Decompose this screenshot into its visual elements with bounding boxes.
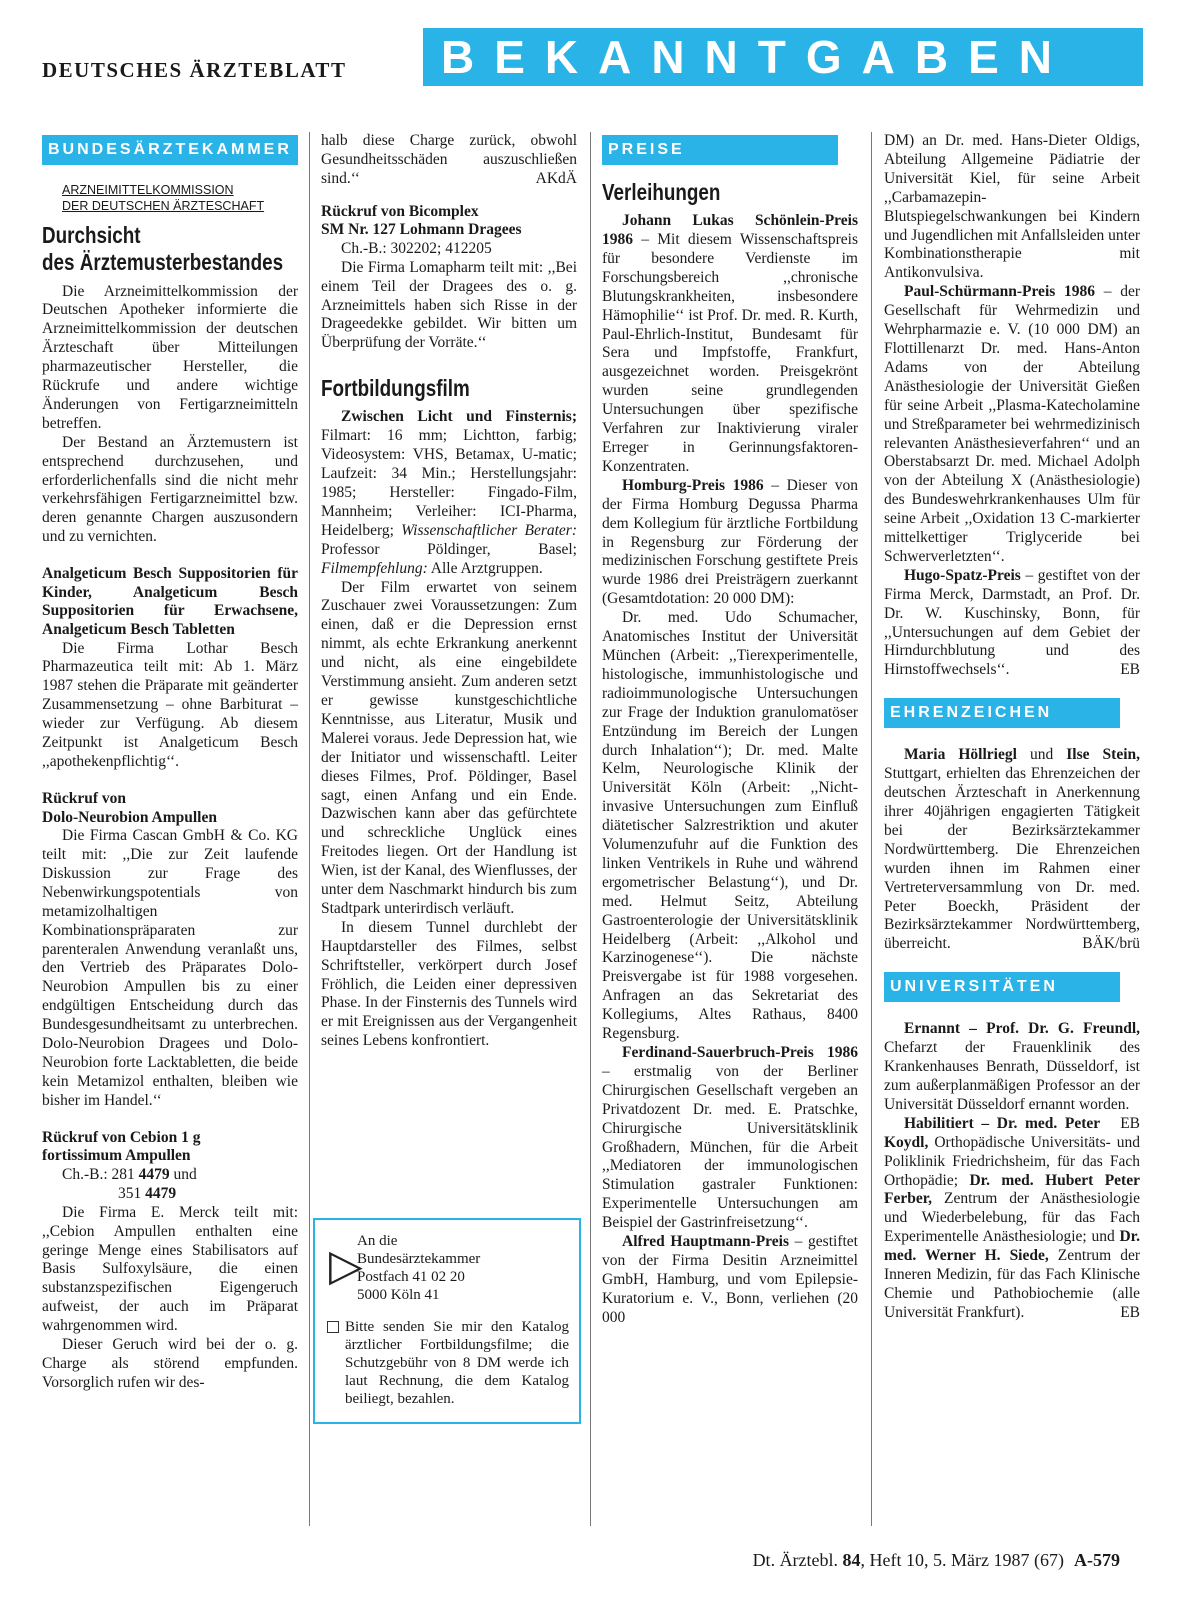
checkbox-icon[interactable] <box>327 1321 339 1333</box>
column-4 <box>884 132 1140 1323</box>
order-coupon[interactable] <box>313 1218 581 1424</box>
headline: Durchsicht <box>42 222 141 249</box>
kicker: ARZNEIMITTELKOMMISSION <box>62 183 234 197</box>
batch-numbers: Ch.-B.: 281 4479 und 351 4479 <box>62 1165 197 1202</box>
signature: BÄK/brü <box>1082 935 1140 953</box>
paragraph: Dr. med. Udo Schumacher, Anatomisches Institut der Universität München (Arbeit: ,,Tierexperimentelle, histologische, immunhistologische und radioimmunologische Untersuchungen zur Frage der Induktion granulomatöser Entzündung im Bereich der Lungen durch Inhalation‘‘); Dr. med. Malte Kelm, Neurologische Klinik der Universität Köln (Arbeit: ,,Nicht-invasive Untersuchungen zum Einfluß diätetischer Salzrestriktion und akuter Volumenzufuhr auf die Funktion des linken Ventrikels in Ruhe und während ergometrischer Belastung‘‘), und Dr. med. Helmut Seitz, Abteilung Gastroenterologie der Universitätsklinik Heidelberg (Arbeit: ,,Alkohol und Karzinogenese‘‘). Die nächste Preisvergabe ist für 1988 vorgesehen. Anfragen an das Sekretariat des Kollegiums, Altes Rathaus, 8400 Regensburg. <box>602 609 858 1043</box>
paragraph: Hugo-Spatz-Preis – gestiftet von der Firma Merck, Darmstadt, an Prof. Dr. Dr. W. Kuschinsky, Bonn, für ,,Untersuchungen auf dem Gebiet der Hirndurchblutung und des Hirnstoffwechsels‘‘. EB <box>884 566 1140 679</box>
column-2 <box>321 132 577 1051</box>
section-band-universitaeten: UNIVERSITÄTEN <box>884 972 1120 1002</box>
masthead-journal: DEUTSCHES ÄRZTEBLATT <box>42 58 347 82</box>
coupon-address: An die Bundesärztekammer Postfach 41 02 20 5000 Köln 41 <box>357 1233 481 1303</box>
paragraph: Die Firma Lomapharm teilt mit: ,,Bei einem Teil der Dragees des o. g. Arzneimittels haben sich Risse in der Drageedekke gebildet. Wir bitten um Überprüfung der Vorräte.‘‘ <box>321 258 577 352</box>
triangle-pointer-icon: ▷ <box>329 1241 363 1290</box>
section-band-ehrenzeichen: EHRENZEICHEN <box>884 698 1120 728</box>
signature: EB <box>1120 661 1140 679</box>
paragraph: Der Film erwartet von seinem Zuschauer zwei Voraussetzungen: Zum einen, daß er die Depression ernst nimmt, als echte Erkrankung anerkennt und nicht, als eine eingebildete Verstimmung ansieht. Zum anderen setzt er gewisse kunstgeschichtliche Kenntnisse, aus Literatur, Musik und Malerei voraus. Jede Depression hat, wie der Initiator und wissenschaftl. Leiter dieses Filmes, Prof. Pöldinger, Basel sagt, einen Anfang und ein Ende. Dazwischen kann aber das gefürchtete und schreckliche Unglück eines Freitodes liegen. Ort der Handlung ist Wien, ist der Kanal, des Wienflusses, der unter dem Naschmarkt hindurch bis zum Stadtpark unterirdisch verläuft. <box>321 578 577 917</box>
paragraph: Die Firma Lothar Besch Pharmazeutica teilt mit: Ab 1. März 1987 stehen die Präparate mit geänderter Zusammensetzung – ohne Barbiturat – wieder zur Verfügung. Ab diesem Zeitpunkt ist Analgeticum Besch ,,apothekenpflichtig‘‘. <box>42 639 298 770</box>
column-rule <box>871 132 872 1526</box>
paragraph: DM) an Dr. med. Hans-Dieter Oldigs, Abteilung Allgemeine Pädiatrie der Universität Kiel, für seine Arbeit ,,Carbamazepin-Blutspiegelschwankungen bei Kindern und Jugendlichen mit Anfallsleiden unter Kombinationstherapie mit Antikonvulsiva. <box>884 132 1140 282</box>
page-number: A-579 <box>1074 1550 1120 1570</box>
signature: EB <box>1120 1303 1140 1321</box>
signature: EB <box>1120 1114 1140 1132</box>
paragraph: Die Firma Cascan GmbH & Co. KG teilt mit: ,,Die zur Zeit laufende Diskussion zur Frage des Nebenwirkungspotentials von metamizolhaltigen Kombinationspräparaten zur parenteralen Anwendung veranlaßt uns, den Vertrieb des Präparates Dolo-Neurobion Ampullen bis zu einer endgültigen Entscheidung durch das Bundesgesundheitsamt zu unterbrechen. Dolo-Neurobion Dragees und Dolo-Neurobion forte Lacktabletten, die beide kein Metamizol enthalten, bleiben wie bisher im Handel.‘‘ <box>42 827 298 1109</box>
paragraph: Paul-Schürmann-Preis 1986 – der Gesellschaft für Wehrmedizin und Wehrpharmazie e. V. (10 000 DM) an Flottillenarzt Dr. med. Hans-Anton Adams von der Abteilung Anästhesiologie der Universität Gießen für seine Arbeit ,,Plasma-Katecholamine und Streßparameter bei wehrmedizinisch relevanten Anästhesieverfahren‘‘ und an Oberstabsarzt Dr. med. Michael Adolph von der Abteilung X (Anästhesiologie) des Bundeswehrkrankenhauses Ulm für seine Arbeit ,,Oxidation 13 C-markierter mittelkettiger Triglyceride bei Schwerverletzten‘‘. <box>884 283 1141 565</box>
citation: Dt. Ärztebl. 84, Heft 10, 5. März 1987 (67) <box>752 1550 1064 1570</box>
paragraph: In diesem Tunnel durchlebt der Hauptdarsteller des Filmes, selbst Schriftsteller, verkörpert durch Josef Fröhlich, die Leiden einer depressiven Phase. In der Finsternis des Tunnels wird er mit Ereignissen aus der Vergangenheit seines Lebens konfrontiert. <box>321 918 577 1050</box>
column-3 <box>602 132 858 1328</box>
paragraph: Die Arzneimittelkommission der Deutschen Apotheker informierte die Arzneimittelkommission der deutschen Ärzteschaft über Mitteilungen pharmazeutischer Hersteller, die Rückrufe und andere wichtige Änderungen von Fertigarzneimitteln betreffen. <box>42 282 298 432</box>
page-footer <box>753 1550 1120 1572</box>
paragraph: halb diese Charge zurück, obwohl Gesundheitsschäden auszuschließen sind.‘‘ <box>321 132 577 187</box>
signature: AKdÄ <box>535 169 577 187</box>
masthead-section-banner: BEKANNTGABEN <box>423 28 1143 86</box>
paragraph: Der Bestand an Ärztemustern ist entsprechend durchzusehen, und erforderlichenfalls sind die nicht mehr verkehrsfähigen Fertigarzneimittel bzw. deren genannte Chargen auszusondern und zu vernichten. <box>42 433 298 546</box>
column-1 <box>42 132 298 1393</box>
paragraph: Johann Lukas Schönlein-Preis 1986 – Mit diesem Wissenschaftspreis für besondere Verdienste im Forschungsbereich ,,chronische Blutungskrankheiten, insbesondere Hämophilie‘‘ ist Prof. Dr. med. R. Kurth, Paul-Ehrlich-Institut, Bundesamt für Sera und Impfstoffe, Frankfurt, ausgezeichnet worden. Preisgekrönt wurden seine grundlegenden Untersuchungen über spezifische Verfahren zur Inaktivierung viraler Erreger in Gerinnungsfaktoren-Konzentraten. <box>602 212 858 475</box>
subheading: Rückruf von Dolo-Neurobion Ampullen <box>42 789 217 826</box>
column-rule <box>590 132 591 1526</box>
section-band-bundesaerztekammer: BUNDESÄRZTEKAMMER <box>42 135 298 165</box>
subheading: Analgeticum Besch Suppositorien für Kinder, Analgeticum Besch Suppositorien für Erwachsene, Analgeticum Besch Tabletten <box>42 565 298 638</box>
batch-numbers: Ch.-B.: 302202; 412205 <box>341 239 492 257</box>
subheading: Rückruf von Bicomplex SM Nr. 127 Lohmann Dragees <box>321 202 522 239</box>
subheading: Rückruf von Cebion 1 g fortissimum Ampullen <box>42 1128 201 1165</box>
headline: Verleihungen <box>602 179 721 205</box>
paragraph: Dieser Geruch wird bei der o. g. Charge als störend empfunden. Vorsorglich rufen wir des- <box>42 1336 298 1391</box>
film-details: Zwischen Licht und Finsternis; Filmart: 16 mm; Lichtton, farbig; Videosystem: VHS, Betamax, U-matic; Laufzeit: 34 Min.; Herstellungsjahr: 1985; Hersteller: Fingado-Film, Mannheim; Verleiher: ICI-Pharma, Heidelberg; Wissenschaftlicher Berater: Professor Pöldinger, Basel; Filmempfehlung: Alle Arztgruppen. <box>321 408 578 577</box>
headline: des Ärztemusterbestandes <box>42 249 284 276</box>
paragraph: Alfred Hauptmann-Preis – gestiftet von der Firma Desitin Arzneimittel GmbH, Hamburg, und vom Epilepsie-Kuratorium e. V., Bonn, verliehen (20 000 <box>602 1233 858 1326</box>
paragraph: Homburg-Preis 1986 – Dieser von der Firma Homburg Degussa Pharma dem Kollegium für ärztliche Fortbildung in Regensburg zur Förderung der medizinischen Forschung gestiftete Preis wurde 1986 drei Preisträgern zuerkannt (Gesamtdotation: 20 000 DM): <box>602 476 858 608</box>
section-band-preise: PREISE <box>602 135 838 165</box>
paragraph: Maria Höllriegl und Ilse Stein, Stuttgart, erhielten das Ehrenzeichen der deutschen Ärzteschaft in Anerkennung ihrer 40jährigen engagierten Tätigkeit bei der Bezirksärztekammer Nordwürttemberg. Die Ehrenzeichen wurden ihnen im Rahmen einer Vertreterversammlung von Dr. med. Peter Boeckh, Präsident der Bezirksärztekammer Nordwürttemberg, überreicht. BÄK/brü <box>884 746 1141 953</box>
column-rule <box>309 132 310 1526</box>
paragraph: Habilitiert – Dr. med. Peter Koydl, Orthopädische Universitäts- und Poliklinik Friedrichsheim, für das Fach Orthopädie; Dr. med. Hubert Peter Ferber, Zentrum der Anästhesiologie und Wiederbelebung, für das Fach Experimentelle Anästhesiologie; und Dr. med. Werner H. Siede, Zentrum der Inneren Medizin, für das Fach Klinische Chemie und Pathobiochemie (alle Universität Frankfurt). EB <box>884 1114 1140 1321</box>
paragraph: Die Firma E. Merck teilt mit: ,,Cebion Ampullen enthalten eine geringe Menge eines Stabilisators auf Basis Sulfoxylsäure, die einen substanzspezifischen Eigengeruch aufweist, der auch im Präparat wahrgenommen wird. <box>42 1203 298 1335</box>
headline: Fortbildungsfilm <box>321 375 470 402</box>
catalog-request-checkbox[interactable]: Bitte senden Sie mir den Katalog ärztlicher Fortbildungsfilme; die Schutzgebühr von 8 DM werde ich laut Rechnung, die dem Katalog beiliegt, bezahlen. <box>327 1318 569 1408</box>
kicker: DER DEUTSCHEN ÄRZTESCHAFT <box>62 198 265 213</box>
paragraph: Ernannt – Prof. Dr. G. Freundl, Chefarzt der Frauenklinik des Krankenhauses Benrath, Düsseldorf, ist zum außerplanmäßigen Professor an der Universität Düsseldorf ernannt worden. EB <box>884 1020 1140 1132</box>
paragraph: Ferdinand-Sauerbruch-Preis 1986 – erstmalig von der Berliner Chirurgischen Gesellschaft vergeben an Privatdozent Dr. med. E. Pratschke, Chirurgische Universitätsklinik Großhadern, München, für die Arbeit ,,Mediatoren der immunologischen Stimulation gastraler Funktionen: Experimentelle Untersuchungen am Beispiel der Gastrinfreisetzung‘‘. <box>602 1044 858 1232</box>
